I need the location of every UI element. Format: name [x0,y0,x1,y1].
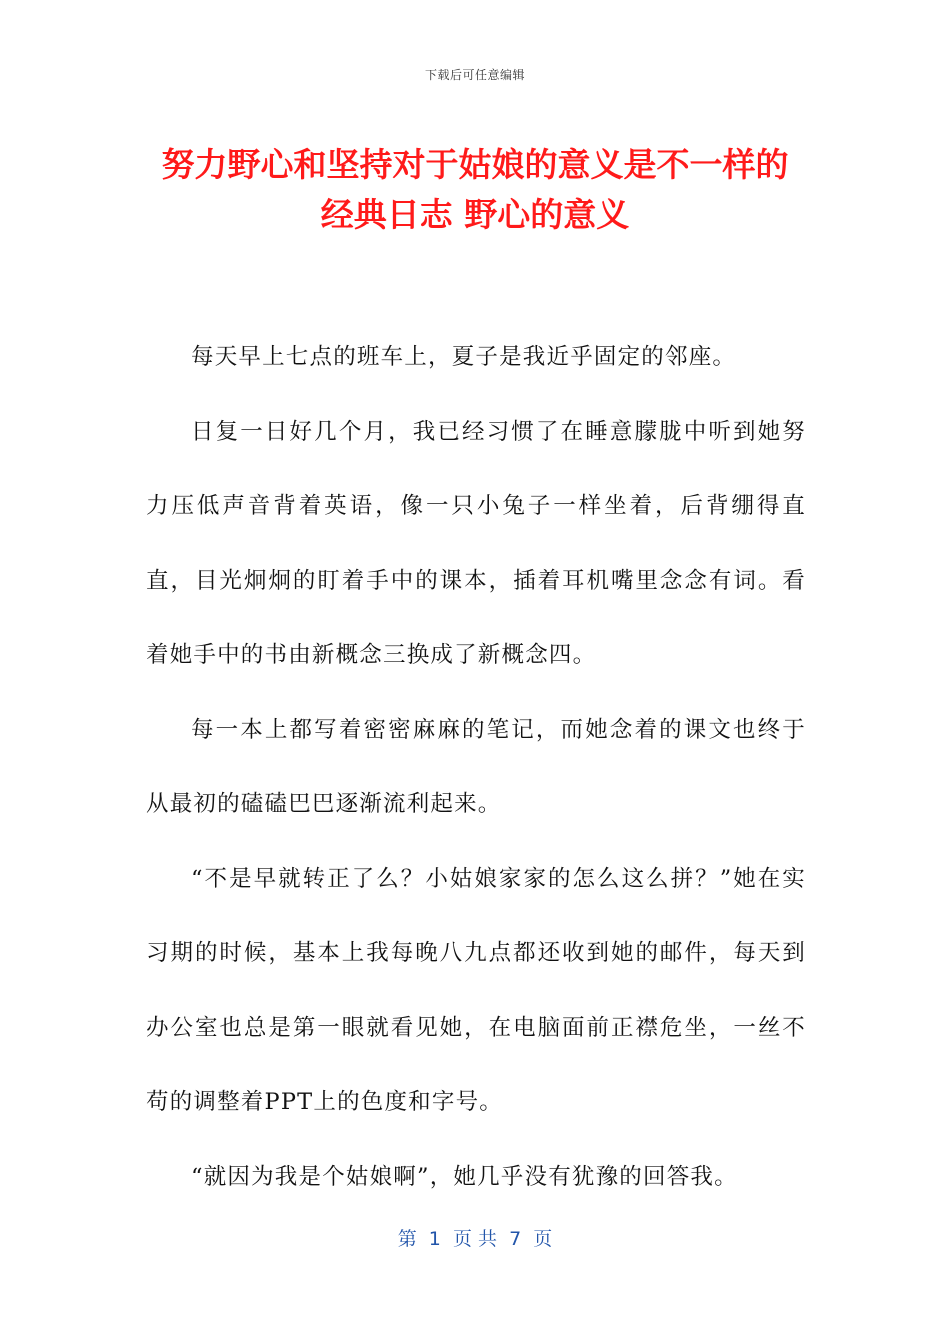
document-title [100,140,850,240]
paragraph: “就因为我是个姑娘啊”，她几乎没有犹豫的回答我。 [191,1163,738,1190]
paragraph: 日复一日好几个月，我已经习惯了在睡意朦胧中听到她努力压低声音背着英语，像一只小兔子一样坐着，后背绷得直直，目光炯炯的盯着手中的课本，插着耳机嘴里念念有词。看着她手中的书由新概念三换成了新概念四。 [146,418,806,668]
document-body [146,320,806,1214]
paragraph: “不是早就转正了么？小姑娘家家的怎么这么拼？”她在实习期的时候，基本上我每晚八九点都还收到她的邮件，每天到办公室也总是第一眼就看见她，在电脑面前正襟危坐，一丝不苟的调整着PPT上的色度和字号。 [146,865,806,1115]
paragraph: 每天早上七点的班车上，夏子是我近乎固定的邻座。 [191,344,737,370]
title-line-2: 经典日志 野心的意义 [320,195,630,234]
paragraph: 每一本上都写着密密麻麻的笔记，而她念着的课文也终于从最初的磕磕巴巴逐渐流利起来。 [146,716,806,817]
header-note: 下载后可任意编辑 [424,68,525,82]
page-number-footer: 第 1 页 共 7 页 [397,1228,553,1250]
title-line-1: 努力野心和坚持对于姑娘的意义是不一样的 [161,145,789,184]
